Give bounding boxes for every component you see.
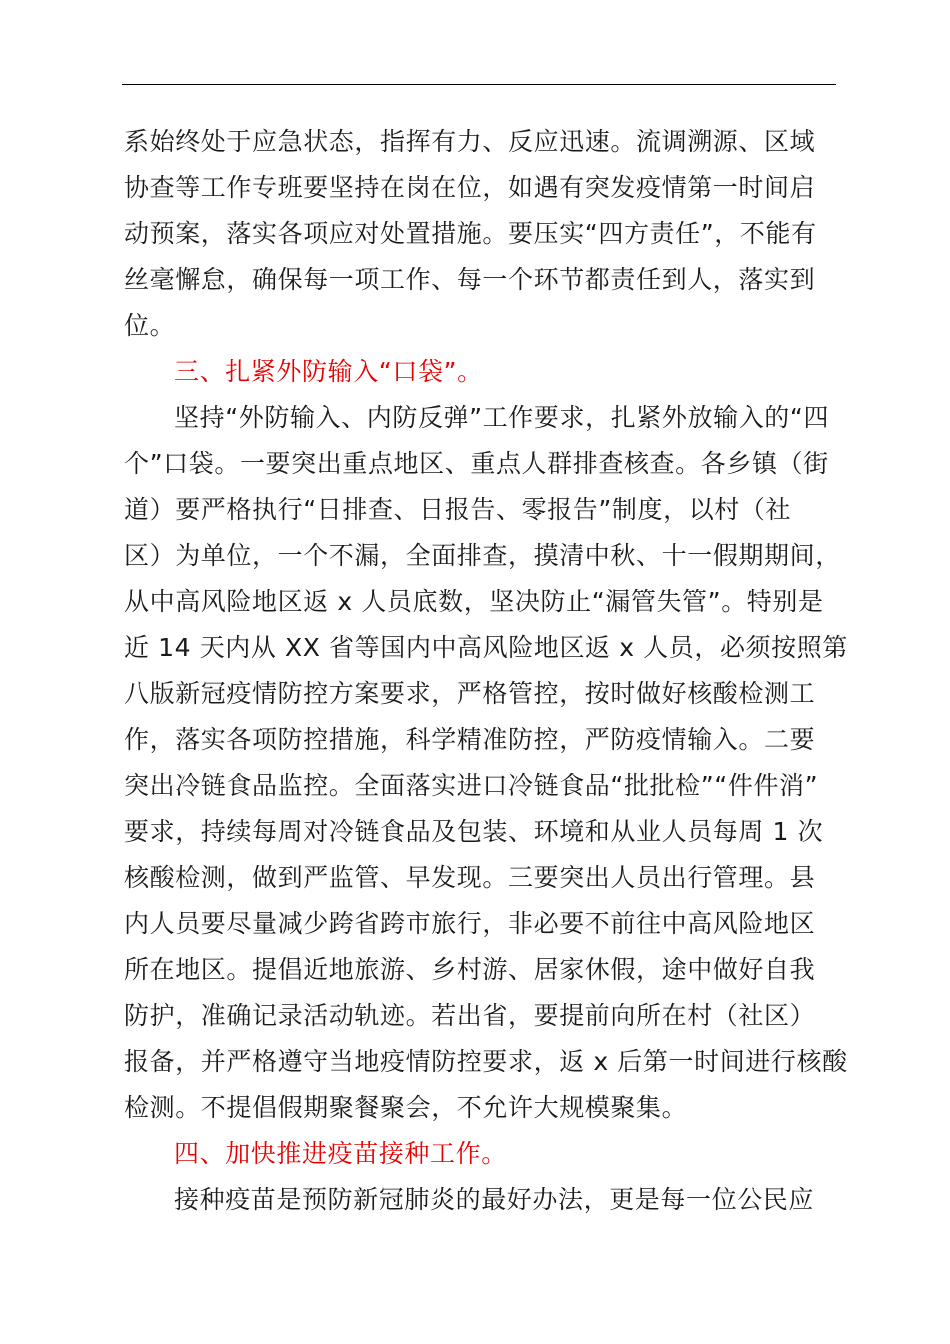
body-line: 接种疫苗是预防新冠肺炎的最好办法，更是每一位公民应: [174, 1185, 815, 1214]
body-line: 动预案，落实各项应对处置措施。要压实“四方责任”，不能有: [124, 219, 817, 248]
section-heading-4: 四、加快推进疫苗接种工作。: [174, 1139, 507, 1168]
body-line: 近 14 天内从 XX 省等国内中高风险地区返 x 人员，必须按照第: [124, 633, 848, 662]
body-line: 协查等工作专班要坚持在岗在位，如遇有突发疫情第一时间启: [124, 173, 816, 202]
body-line: 防护，准确记录活动轨迹。若出省，要提前向所在村（社区）: [124, 1001, 816, 1030]
body-line: 作，落实各项防控措施，科学精准防控，严防疫情输入。二要: [124, 725, 816, 754]
body-line: 丝毫懈怠，确保每一项工作、每一个环节都责任到人，落实到: [124, 265, 816, 294]
body-line: 内人员要尽量减少跨省跨市旅行，非必要不前往中高风险地区: [124, 909, 816, 938]
body-line: 八版新冠疫情防控方案要求，严格管控，按时做好核酸检测工: [124, 679, 816, 708]
body-line: 个”口袋。一要突出重点地区、重点人群排查核查。各乡镇（街: [124, 449, 829, 478]
body-line: 坚持“外防输入、内防反弹”工作要求，扎紧外放输入的“四: [174, 403, 830, 432]
body-line: 核酸检测，做到严监管、早发现。三要突出人员出行管理。县: [124, 863, 816, 892]
section-heading-3: 三、扎紧外防输入“口袋”。: [174, 357, 483, 386]
body-line: 道）要严格执行“日排查、日报告、零报告”制度，以村（社: [124, 495, 792, 524]
body-line: 位。: [124, 311, 176, 340]
body-line: 区）为单位，一个不漏，全面排查，摸清中秋、十一假期期间，: [124, 541, 841, 570]
body-line: 从中高风险地区返 x 人员底数，坚决防止“漏管失管”。特别是: [124, 587, 824, 616]
body-line: 突出冷链食品监控。全面落实进口冷链食品“批批检”“件件消”: [124, 771, 819, 800]
body-line: 系始终处于应急状态，指挥有力、反应迅速。流调溯源、区域: [124, 127, 816, 156]
body-line: 报备，并严格遵守当地疫情防控要求，返 x 后第一时间进行核酸: [124, 1047, 848, 1076]
body-line: 要求，持续每周对冷链食品及包装、环境和从业人员每周 1 次: [124, 817, 824, 846]
body-line: 检测。不提倡假期聚餐聚会，不允许大规模聚集。: [124, 1093, 688, 1122]
header-rule: [122, 84, 836, 85]
body-line: 所在地区。提倡近地旅游、乡村游、居家休假，途中做好自我: [124, 955, 816, 984]
